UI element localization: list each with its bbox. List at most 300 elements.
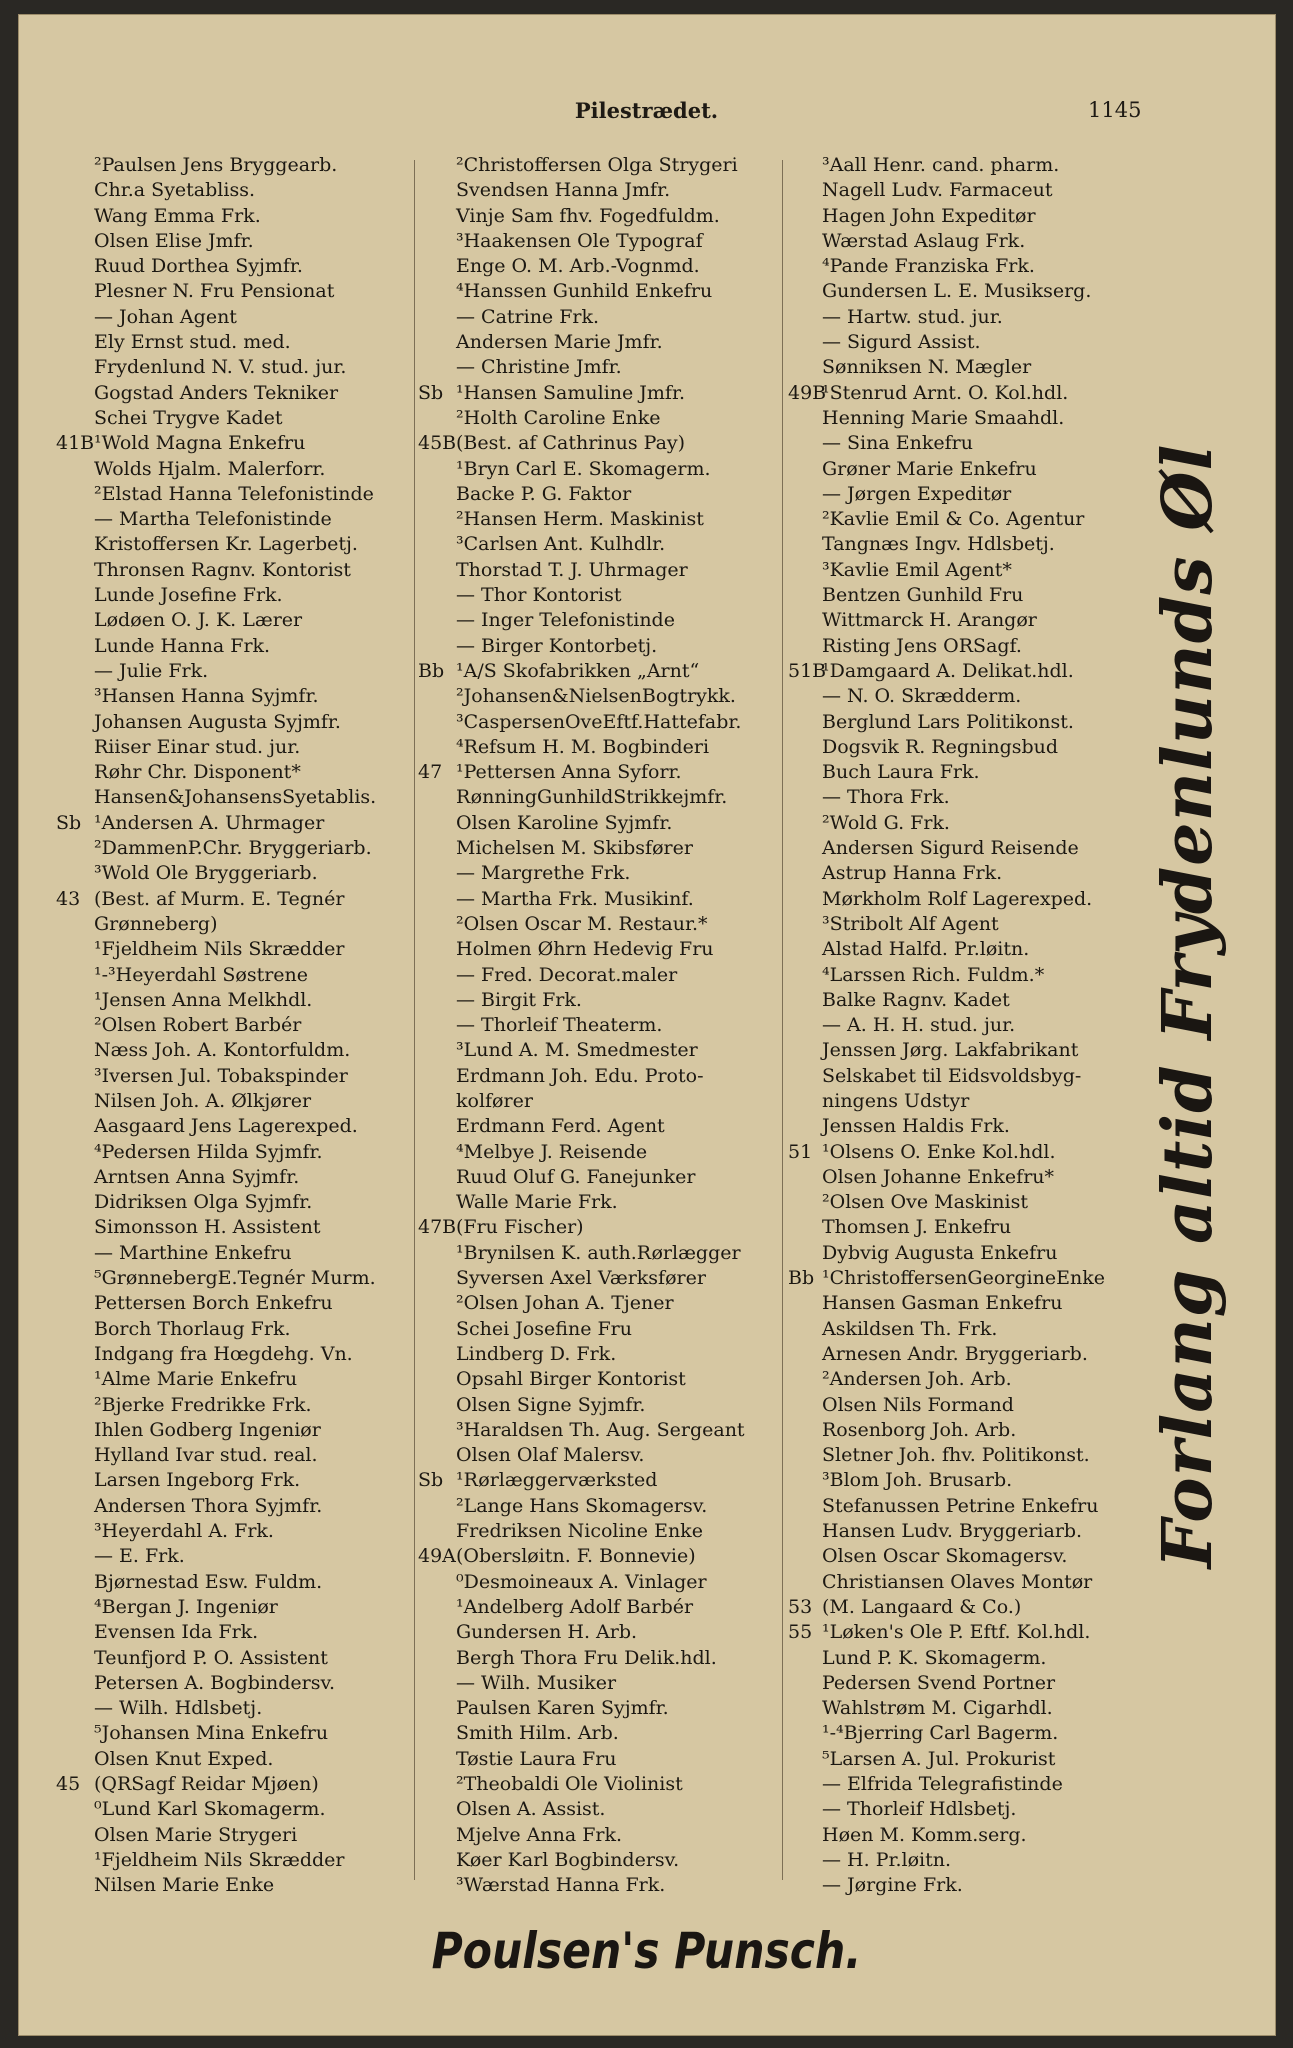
entry-text: (Best. af Cathrinus Pay) <box>456 432 686 455</box>
entry-text: Henning Marie Smaahdl. <box>822 406 1065 429</box>
entry-text: Hylland Ivar stud. real. <box>94 1444 318 1467</box>
directory-entry <box>788 406 1148 431</box>
entry-text: — Martha Frk. Musikinf. <box>456 887 694 910</box>
entry-text: (Obersløitn. F. Bonnevie) <box>456 1545 696 1568</box>
entry-text: Buch Laura Frk. <box>822 761 980 784</box>
directory-entry <box>418 1114 780 1139</box>
directory-entry <box>418 684 780 709</box>
entry-text: Ihlen Godberg Ingeniør <box>94 1418 321 1441</box>
entry-text: Tangnæs Ingv. Hdlsbetj. <box>822 533 1055 556</box>
directory-entry <box>418 1418 780 1443</box>
entry-text: Alstad Halfd. Pr.løitn. <box>822 938 1030 961</box>
directory-entry <box>788 1848 1148 1873</box>
entry-text: Risting Jens ORSagf. <box>822 634 1022 657</box>
directory-entry <box>418 1064 780 1089</box>
directory-column-1 <box>56 153 414 1898</box>
entry-text: Lindberg D. Frk. <box>456 1342 617 1365</box>
directory-entry <box>56 1089 414 1114</box>
entry-text: Enge O. M. Arb.-Vognmd. <box>456 255 700 278</box>
directory-entry <box>788 963 1148 988</box>
directory-entry <box>56 1797 414 1822</box>
directory-entry <box>56 963 414 988</box>
entry-text: ¹Wold Magna Enkefru <box>94 432 306 455</box>
directory-entry <box>56 1266 414 1291</box>
entry-text: ⁴Hanssen Gunhild Enkefru <box>456 280 713 303</box>
directory-entry <box>418 608 780 633</box>
directory-entry <box>788 507 1148 532</box>
directory-entry <box>56 1140 414 1165</box>
directory-entry <box>418 482 780 507</box>
entry-text: Nagell Ludv. Farmaceut <box>822 179 1053 202</box>
directory-entry <box>56 305 414 330</box>
directory-entry <box>56 1367 414 1392</box>
directory-entry <box>418 988 780 1013</box>
entry-text: Gundersen L. E. Musikserg. <box>822 280 1092 303</box>
directory-entry <box>56 1848 414 1873</box>
directory-entry <box>56 431 414 456</box>
entry-text: — Fred. Decorat.maler <box>456 963 678 986</box>
directory-entry <box>56 1721 414 1746</box>
entry-text: ³Haraldsen Th. Aug. Sergeant <box>456 1418 745 1441</box>
directory-entry <box>418 1468 780 1493</box>
directory-entry <box>788 1089 1148 1114</box>
directory-entry <box>788 710 1148 735</box>
directory-entry <box>418 1165 780 1190</box>
directory-entry <box>788 305 1148 330</box>
entry-text: ²Olsen Robert Barbér <box>94 1014 302 1037</box>
entry-text: Andersen Thora Syjmfr. <box>94 1494 323 1517</box>
entry-text: ²DammenP.Chr. Bryggeriarb. <box>94 837 372 860</box>
page-title: Pilestrædet. <box>574 98 719 123</box>
house-number: 43 <box>56 887 81 910</box>
directory-entry <box>788 583 1148 608</box>
directory-entry <box>418 785 780 810</box>
directory-entry <box>418 1570 780 1595</box>
entry-text: RønningGunhildStrikkejmfr. <box>456 786 728 809</box>
entry-text: — Marthine Enkefru <box>94 1241 292 1264</box>
directory-entry <box>418 836 780 861</box>
entry-text: ³Haakensen Ole Typograf <box>456 229 703 252</box>
directory-entry <box>418 963 780 988</box>
entry-text: ¹Jensen Anna Melkhdl. <box>94 988 313 1011</box>
entry-text: Johansen Augusta Syjmfr. <box>94 710 341 733</box>
directory-entry <box>788 785 1148 810</box>
directory-entry <box>418 1013 780 1038</box>
entry-text: Borch Thorlaug Frk. <box>94 1317 291 1340</box>
directory-entry <box>418 1443 780 1468</box>
entry-text: Petersen A. Bogbindersv. <box>94 1671 336 1694</box>
entry-text: Erdmann Joh. Edu. Proto- <box>456 1064 704 1087</box>
entry-text: Indgang fra Hœgdehg. Vn. <box>94 1342 353 1365</box>
directory-entry <box>56 229 414 254</box>
directory-entry <box>788 861 1148 886</box>
directory-entry <box>56 1544 414 1569</box>
entry-text: Hansen Ludv. Bryggeriarb. <box>822 1520 1083 1543</box>
entry-text: ¹Fjeldheim Nils Skrædder <box>94 938 345 961</box>
entry-text: Riiser Einar stud. jur. <box>94 735 301 758</box>
directory-entry <box>788 254 1148 279</box>
directory-entry <box>788 1823 1148 1848</box>
entry-text: Sletner Joh. fhv. Politikonst. <box>822 1444 1090 1467</box>
entry-text: ²Johansen&NielsenBogtrykk. <box>456 685 736 708</box>
directory-entry <box>56 1393 414 1418</box>
directory-entry <box>788 836 1148 861</box>
directory-entry <box>56 861 414 886</box>
entry-text: Schei Trygve Kadet <box>94 406 283 429</box>
entry-text: — Hartw. stud. jur. <box>822 305 1003 328</box>
directory-entry <box>788 912 1148 937</box>
entry-text: ²Hansen Herm. Maskinist <box>456 508 704 531</box>
entry-text: Tøstie Laura Fru <box>456 1747 617 1770</box>
directory-entry <box>788 887 1148 912</box>
entry-text: — N. O. Skrædderm. <box>822 685 1022 708</box>
directory-entry <box>56 912 414 937</box>
entry-text: Olsen Oscar Skomagersv. <box>822 1545 1068 1568</box>
directory-entry <box>56 330 414 355</box>
entry-text: ¹ChristoffersenGeorgineEnke <box>822 1267 1105 1290</box>
directory-entry <box>788 1873 1148 1898</box>
entry-text: — Inger Telefonistinde <box>456 609 675 632</box>
entry-text: Grøner Marie Enkefru <box>822 457 1037 480</box>
directory-entry <box>418 279 780 304</box>
entry-text: — Thorleif Theaterm. <box>456 1014 663 1037</box>
house-number: Sb <box>418 381 444 404</box>
entry-text: ³Aall Henr. cand. pharm. <box>822 154 1060 176</box>
entry-text: Erdmann Ferd. Agent <box>456 1115 665 1138</box>
entry-text: Walle Marie Frk. <box>456 1191 618 1214</box>
entry-text: ²Holth Caroline Enke <box>456 406 661 429</box>
directory-entry <box>56 1317 414 1342</box>
entry-text: Grønneberg) <box>94 912 218 935</box>
entry-text: Larsen Ingeborg Frk. <box>94 1469 301 1492</box>
entry-text: — Jørgen Expeditør <box>822 482 1012 505</box>
entry-text: ¹Alme Marie Enkefru <box>94 1368 298 1391</box>
entry-text: ²Paulsen Jens Bryggearb. <box>94 154 338 176</box>
entry-text: Opsahl Birger Kontorist <box>456 1368 686 1391</box>
entry-text: kolfører <box>456 1089 533 1112</box>
directory-entry <box>788 355 1148 380</box>
entry-text: Sønniksen N. Mægler <box>822 356 1032 379</box>
entry-text: — E. Frk. <box>94 1545 185 1568</box>
directory-entry <box>56 1190 414 1215</box>
directory-entry <box>418 1772 780 1797</box>
page-number: 1145 <box>1088 98 1142 122</box>
entry-text: Lunde Josefine Frk. <box>94 584 283 607</box>
directory-entry <box>418 457 780 482</box>
entry-text: — Jørgine Frk. <box>822 1874 963 1897</box>
directory-entry <box>788 1494 1148 1519</box>
entry-text: Aasgaard Jens Lagerexped. <box>94 1115 358 1138</box>
entry-text: Olsen Marie Strygeri <box>94 1823 298 1846</box>
directory-entry <box>418 330 780 355</box>
directory-entry <box>56 1873 414 1898</box>
directory-entry <box>788 1696 1148 1721</box>
house-number: 41B <box>56 432 95 455</box>
entry-text: Selskabet til Eidsvoldsbyg- <box>822 1064 1082 1087</box>
entry-text: Didriksen Olga Syjmfr. <box>94 1191 313 1214</box>
directory-entry <box>56 811 414 836</box>
directory-entry <box>418 1797 780 1822</box>
entry-text: ³Wold Ole Bryggeriarb. <box>94 862 318 885</box>
entry-text: ⁵Larsen A. Jul. Prokurist <box>822 1747 1056 1770</box>
entry-text: Ruud Dorthea Syjmfr. <box>94 255 303 278</box>
entry-text: (M. Langaard & Co.) <box>822 1595 1022 1618</box>
directory-entry <box>788 1342 1148 1367</box>
entry-text: ⁰Desmoineaux A. Vinlager <box>456 1570 707 1593</box>
house-number: Sb <box>56 811 82 834</box>
directory-entry <box>418 1620 780 1645</box>
entry-text: Røhr Chr. Disponent* <box>94 761 301 784</box>
directory-entry <box>418 1873 780 1898</box>
directory-entry <box>56 355 414 380</box>
directory-entry <box>788 1215 1148 1240</box>
directory-entry <box>788 1468 1148 1493</box>
entry-text: — Elfrida Telegrafistinde <box>822 1773 1063 1795</box>
entry-text: ³CaspersenOveEftf.Hattefabr. <box>456 710 742 733</box>
entry-text: Schei Josefine Fru <box>456 1317 633 1340</box>
directory-entry <box>56 710 414 735</box>
directory-entry <box>788 153 1148 178</box>
directory-entry <box>418 381 780 406</box>
directory-entry <box>418 1393 780 1418</box>
directory-entry <box>56 1165 414 1190</box>
entry-text: ⁴Bergan J. Ingeniør <box>94 1595 278 1618</box>
directory-entry <box>418 305 780 330</box>
entry-text: Chr.a Syetabliss. <box>94 179 255 202</box>
house-number: 53 <box>788 1595 813 1618</box>
entry-text: Wærstad Aslaug Frk. <box>822 229 1026 252</box>
house-number: Sb <box>418 1469 444 1492</box>
entry-text: Olsen A. Assist. <box>456 1798 606 1821</box>
entry-text: ³Hansen Hanna Syjmfr. <box>94 685 319 708</box>
directory-entry <box>788 1241 1148 1266</box>
entry-text: Simonsson H. Assistent <box>94 1216 321 1239</box>
directory-entry <box>418 634 780 659</box>
directory-entry <box>56 1696 414 1721</box>
entry-text: ³Stribolt Alf Agent <box>822 912 999 935</box>
directory-entry <box>418 1595 780 1620</box>
directory-entry <box>788 1721 1148 1746</box>
directory-entry <box>418 254 780 279</box>
entry-text: ⁴Pedersen Hilda Syjmfr. <box>94 1140 323 1163</box>
entry-text: ¹Andelberg Adolf Barbér <box>456 1595 694 1618</box>
entry-text: Plesner N. Fru Pensionat <box>94 280 335 303</box>
directory-entry <box>418 1544 780 1569</box>
directory-entry <box>56 178 414 203</box>
directory-entry <box>788 735 1148 760</box>
directory-entry <box>418 153 780 178</box>
entry-text: ³Wærstad Hanna Frk. <box>456 1874 666 1897</box>
entry-text: ³Heyerdahl A. Frk. <box>94 1520 274 1543</box>
directory-entry <box>56 1646 414 1671</box>
directory-entry <box>418 937 780 962</box>
directory-entry <box>418 1519 780 1544</box>
entry-text: Olsen Johanne Enkefru* <box>822 1165 1055 1188</box>
directory-entry <box>56 1038 414 1063</box>
directory-entry <box>56 608 414 633</box>
directory-entry <box>418 710 780 735</box>
house-number: 47 <box>418 761 443 784</box>
directory-entry <box>418 887 780 912</box>
directory-entry <box>418 1089 780 1114</box>
entry-text: Pettersen Borch Enkefru <box>94 1292 333 1315</box>
directory-entry <box>418 1721 780 1746</box>
entry-text: ²Andersen Joh. Arb. <box>822 1368 1012 1391</box>
entry-text: Thorstad T. J. Uhrmager <box>456 558 688 581</box>
directory-entry <box>418 1266 780 1291</box>
entry-text: Nilsen Joh. A. Ølkjører <box>94 1089 312 1112</box>
entry-text: Olsen Knut Exped. <box>94 1747 274 1770</box>
entry-text: ³Iversen Jul. Tobakspinder <box>94 1064 348 1087</box>
house-number: 47B <box>418 1216 457 1239</box>
entry-text: Andersen Sigurd Reisende <box>822 837 1079 860</box>
entry-text: — Johan Agent <box>94 305 237 328</box>
directory-entry <box>56 1671 414 1696</box>
entry-text: Svendsen Hanna Jmfr. <box>456 179 671 202</box>
entry-text: ²Olsen Johan A. Tjener <box>456 1292 674 1315</box>
directory-entry <box>418 760 780 785</box>
entry-text: Askildsen Th. Frk. <box>822 1317 998 1340</box>
column-divider <box>414 160 415 1880</box>
entry-text: ¹Stenrud Arnt. O. Kol.hdl. <box>822 381 1069 404</box>
directory-entry <box>56 254 414 279</box>
entry-text: Lund P. K. Skomagerm. <box>822 1646 1047 1669</box>
entry-text: Berglund Lars Politikonst. <box>822 710 1074 733</box>
entry-text: Lunde Hanna Frk. <box>94 634 271 657</box>
directory-entry <box>788 532 1148 557</box>
entry-text: — H. Pr.løitn. <box>822 1848 952 1871</box>
entry-text: Evensen Ida Frk. <box>94 1621 259 1644</box>
entry-text: ⁰Lund Karl Skomagerm. <box>94 1798 326 1821</box>
directory-entry <box>418 1696 780 1721</box>
directory-entry <box>788 381 1148 406</box>
directory-entry <box>418 355 780 380</box>
directory-entry <box>56 1772 414 1797</box>
entry-text: Olsen Signe Syjmfr. <box>456 1393 646 1416</box>
directory-entry <box>56 760 414 785</box>
entry-text: ²Olsen Ove Maskinist <box>822 1191 1028 1214</box>
entry-text: Ely Ernst stud. med. <box>94 331 291 354</box>
directory-entry <box>418 1140 780 1165</box>
entry-text: Backe P. G. Faktor <box>456 482 632 505</box>
entry-text: — Thorleif Hdlsbetj. <box>822 1798 1017 1821</box>
entry-text: ⁵GrønnebergE.Tegnér Murm. <box>94 1267 376 1290</box>
directory-entry <box>788 431 1148 456</box>
directory-entry <box>788 1038 1148 1063</box>
directory-entry <box>56 1519 414 1544</box>
entry-text: Gogstad Anders Tekniker <box>94 381 339 404</box>
entry-text: Jenssen Haldis Frk. <box>822 1115 1010 1138</box>
directory-entry <box>418 558 780 583</box>
entry-text: ¹Pettersen Anna Syforr. <box>456 761 682 784</box>
entry-text: — Wilh. Hdlsbetj. <box>94 1697 263 1720</box>
directory-entry <box>788 1418 1148 1443</box>
directory-entry <box>56 1443 414 1468</box>
directory-entry <box>788 1519 1148 1544</box>
directory-entry <box>56 785 414 810</box>
entry-text: ¹Bryn Carl E. Skomagerm. <box>456 457 711 480</box>
directory-entry <box>56 634 414 659</box>
directory-entry <box>56 507 414 532</box>
entry-text: Michelsen M. Skibsfører <box>456 837 693 860</box>
entry-text: ²Olsen Oscar M. Restaur.* <box>456 912 708 935</box>
directory-entry <box>418 861 780 886</box>
house-number: 55 <box>788 1621 813 1644</box>
directory-entry <box>788 1772 1148 1797</box>
directory-entry <box>56 153 414 178</box>
directory-entry <box>788 1620 1148 1645</box>
entry-text: ²Kavlie Emil & Co. Agentur <box>822 508 1085 531</box>
entry-text: ¹A/S Skofabrikken „Arnt“ <box>456 659 700 682</box>
directory-entry <box>56 1064 414 1089</box>
entry-text: Olsen Karoline Syjmfr. <box>456 811 673 834</box>
directory-entry <box>418 229 780 254</box>
directory-entry <box>788 279 1148 304</box>
entry-text: Køer Karl Bogbindersv. <box>456 1848 680 1871</box>
directory-entry <box>56 684 414 709</box>
directory-entry <box>788 457 1148 482</box>
directory-entry <box>418 1342 780 1367</box>
entry-text: ¹Damgaard A. Delikat.hdl. <box>822 659 1074 682</box>
directory-entry <box>788 659 1148 684</box>
entry-text: ¹-⁴Bjerring Carl Bagerm. <box>822 1722 1059 1745</box>
directory-entry <box>788 988 1148 1013</box>
directory-entry <box>418 1494 780 1519</box>
directory-entry <box>418 912 780 937</box>
entry-text: ²Bjerke Fredrikke Frk. <box>94 1393 312 1416</box>
directory-entry <box>788 1747 1148 1772</box>
entry-text: Wahlstrøm M. Cigarhdl. <box>822 1697 1053 1720</box>
entry-text: Ruud Oluf G. Fanejunker <box>456 1165 696 1188</box>
directory-entry <box>418 1241 780 1266</box>
directory-entry <box>788 229 1148 254</box>
entry-text: — Birger Kontorbetj. <box>456 634 658 657</box>
entry-text: Thronsen Ragnv. Kontorist <box>94 558 351 581</box>
entry-text: Wolds Hjalm. Malerforr. <box>94 457 326 480</box>
side-advertisement-text: Forlang altid Frydenlunds Øl <box>1148 443 1228 1569</box>
entry-text: Nilsen Marie Enke <box>94 1874 275 1897</box>
entry-text: ¹Fjeldheim Nils Skrædder <box>94 1848 345 1871</box>
directory-entry <box>788 608 1148 633</box>
entry-text: Balke Ragnv. Kadet <box>822 988 1010 1011</box>
directory-entry <box>56 482 414 507</box>
directory-entry <box>56 406 414 431</box>
directory-entry <box>788 937 1148 962</box>
directory-entry <box>56 887 414 912</box>
entry-text: Høen M. Komm.serg. <box>822 1823 1027 1846</box>
directory-entry <box>788 1367 1148 1392</box>
directory-entry <box>788 558 1148 583</box>
directory-entry <box>56 583 414 608</box>
entry-text: Jenssen Jørg. Lakfabrikant <box>822 1039 1079 1062</box>
entry-text: — A. H. H. stud. jur. <box>822 1014 1016 1037</box>
entry-text: Stefanussen Petrine Enkefru <box>822 1494 1099 1517</box>
entry-text: — Catrine Frk. <box>456 305 600 328</box>
directory-entry <box>56 735 414 760</box>
entry-text: Vinje Sam fhv. Fogedfuldm. <box>456 204 720 227</box>
entry-text: Hagen John Expeditør <box>822 204 1036 227</box>
entry-text: Bentzen Gunhild Fru <box>822 584 1024 607</box>
directory-entry <box>418 583 780 608</box>
entry-text: Frydenlund N. V. stud. jur. <box>94 356 347 379</box>
entry-text: ⁴Melbye J. Reisende <box>456 1140 648 1163</box>
entry-text: Næss Joh. A. Kontorfuldm. <box>94 1039 351 1062</box>
entry-text: — Thor Kontorist <box>456 584 622 607</box>
directory-entry <box>56 836 414 861</box>
entry-text: Wang Emma Frk. <box>94 204 261 227</box>
entry-text: ⁵Johansen Mina Enkefru <box>94 1722 329 1745</box>
entry-text: — Sina Enkefru <box>822 432 973 455</box>
